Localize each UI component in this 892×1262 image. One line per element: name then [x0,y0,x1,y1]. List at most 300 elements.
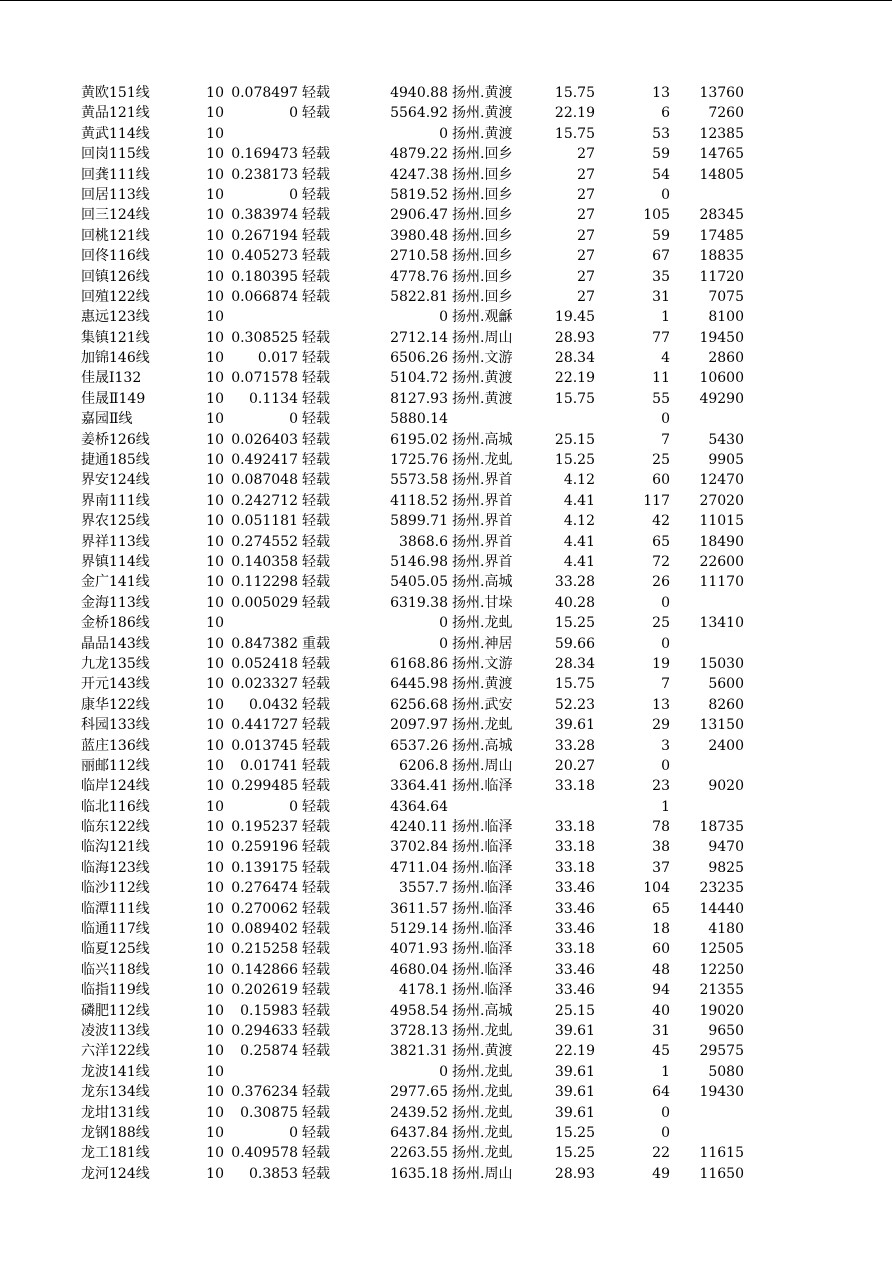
cell-location: 扬州.回乡 [452,248,513,265]
cell-line-name: 科园133线 [81,717,150,734]
cell-count: 0 [661,757,670,774]
cell-load-rate: 0.276474 [231,880,298,897]
cell-location: 扬州.临泽 [452,778,513,795]
cell-voltage: 10 [206,411,224,428]
cell-capacity: 0 [439,635,448,652]
cell-total: 15030 [699,655,744,672]
table-row [0,103,892,123]
cell-load-rate: 0 [289,798,298,815]
cell-line-name: 佳晟Ⅰ132 [81,370,142,387]
cell-line-name: 晶品143线 [81,635,150,652]
cell-capacity: 2263.55 [390,1145,448,1162]
cell-distance: 33.46 [554,921,595,938]
cell-load-status: 轻载 [302,1002,330,1019]
cell-load-rate: 0.051181 [231,513,298,530]
cell-voltage: 10 [206,1084,224,1101]
cell-voltage: 10 [206,85,224,101]
cell-location: 扬州.高城 [452,737,513,754]
table-row [0,817,892,837]
cell-location: 扬州.界首 [452,553,513,570]
cell-count: 59 [652,227,670,244]
cell-line-name: 界农125线 [81,513,150,530]
cell-location: 扬州.黄渡 [452,676,513,693]
cell-distance: 15.25 [554,615,595,632]
cell-voltage: 10 [206,227,224,244]
table-row [0,409,892,429]
cell-capacity: 4178.1 [399,982,448,999]
cell-distance: 33.46 [554,880,595,897]
cell-count: 60 [652,472,670,489]
cell-load-rate: 0.405273 [231,248,298,265]
cell-location: 扬州.甘垛 [452,594,513,611]
cell-count: 13 [652,85,670,101]
cell-load-rate: 0.112298 [231,574,298,591]
table-row [0,1082,892,1102]
cell-capacity: 5146.98 [390,553,448,570]
cell-count: 7 [661,431,670,448]
table-row [0,1143,892,1163]
cell-count: 3 [661,737,670,754]
cell-distance: 19.45 [554,309,595,326]
cell-load-status: 轻载 [302,1043,330,1060]
cell-location: 扬州.龙虬 [452,1124,513,1141]
cell-load-rate: 0.25874 [240,1043,298,1060]
cell-load-status: 轻载 [302,329,330,346]
table-row [0,328,892,348]
cell-count: 65 [652,533,670,550]
cell-line-name: 黄品121线 [81,105,150,122]
cell-capacity: 3702.84 [390,839,448,856]
cell-location: 扬州.黄渡 [452,390,513,407]
table-row [0,858,892,878]
cell-count: 40 [652,1002,670,1019]
cell-voltage: 10 [206,1165,224,1182]
cell-count: 31 [652,288,670,305]
cell-count: 48 [652,961,670,978]
cell-voltage: 10 [206,268,224,285]
cell-voltage: 10 [206,1124,224,1141]
cell-voltage: 10 [206,1145,224,1162]
cell-capacity: 3557.7 [399,880,448,897]
cell-location: 扬州.界首 [452,492,513,509]
cell-load-rate: 0.215258 [231,941,298,958]
cell-load-status: 轻载 [302,207,330,224]
cell-voltage: 10 [206,1022,224,1039]
cell-capacity: 4071.93 [390,941,448,958]
table-row [0,205,892,225]
cell-capacity: 5819.52 [390,186,448,203]
table-row [0,470,892,490]
cell-load-rate: 0.071578 [231,370,298,387]
cell-distance: 15.25 [554,452,595,469]
cell-voltage: 10 [206,757,224,774]
cell-total: 13150 [699,717,744,734]
cell-count: 67 [652,248,670,265]
cell-count: 26 [652,574,670,591]
cell-capacity: 4680.04 [390,961,448,978]
table-row [0,1123,892,1143]
cell-voltage: 10 [206,166,224,183]
cell-distance: 22.19 [554,370,595,387]
cell-capacity: 6168.86 [390,655,448,672]
cell-line-name: 临通117线 [81,921,150,938]
cell-distance: 40.28 [554,594,595,611]
cell-load-rate: 0 [289,411,298,428]
cell-line-name: 凌波113线 [81,1022,150,1039]
cell-line-name: 六洋122线 [81,1043,150,1060]
cell-total: 12250 [699,961,744,978]
cell-count: 60 [652,941,670,958]
cell-voltage: 10 [206,146,224,163]
cell-load-rate: 0.409578 [231,1145,298,1162]
cell-count: 78 [652,819,670,836]
cell-total: 5080 [708,1063,744,1080]
cell-capacity: 6195.02 [390,431,448,448]
cell-line-name: 回佟116线 [81,248,150,265]
cell-distance: 27 [577,288,595,305]
cell-load-rate: 0.169473 [231,146,298,163]
cell-count: 11 [652,370,670,387]
cell-total: 14765 [699,146,744,163]
table-row [0,736,892,756]
cell-location: 扬州.龙虬 [452,1145,513,1162]
cell-distance: 27 [577,227,595,244]
cell-voltage: 10 [206,615,224,632]
cell-load-rate: 0.052418 [231,655,298,672]
cell-distance: 4.41 [563,553,595,570]
cell-capacity: 4247.38 [390,166,448,183]
cell-load-rate: 0.15983 [240,1002,298,1019]
cell-total: 19430 [699,1084,744,1101]
cell-capacity: 4240.11 [390,819,448,836]
cell-total: 18835 [699,248,744,265]
cell-location: 扬州.龙虬 [452,1104,513,1121]
cell-load-rate: 0.259196 [231,839,298,856]
cell-location: 扬州.神居 [452,635,513,652]
cell-line-name: 回镇126线 [81,268,150,285]
cell-count: 23 [652,778,670,795]
cell-location: 扬州.临泽 [452,819,513,836]
cell-distance: 27 [577,207,595,224]
cell-load-status: 轻载 [302,696,330,713]
cell-voltage: 10 [206,390,224,407]
cell-distance: 27 [577,166,595,183]
cell-capacity: 5822.81 [390,288,448,305]
cell-load-rate: 0.026403 [231,431,298,448]
table-row [0,430,892,450]
cell-load-status: 重载 [302,635,330,652]
cell-total: 11720 [699,268,744,285]
cell-line-name: 开元143线 [81,676,150,693]
cell-load-status: 轻载 [302,248,330,265]
cell-capacity: 0 [439,309,448,326]
cell-load-status: 轻载 [302,839,330,856]
cell-load-status: 轻载 [302,1022,330,1039]
cell-load-rate: 0.299485 [231,778,298,795]
cell-voltage: 10 [206,900,224,917]
cell-distance: 25.15 [554,431,595,448]
cell-load-rate: 0.017 [257,350,298,367]
cell-count: 25 [652,615,670,632]
cell-location: 扬州.回乡 [452,288,513,305]
table-row [0,797,892,817]
cell-load-rate: 0.0432 [249,696,298,713]
cell-load-rate: 0.308525 [231,329,298,346]
cell-line-name: 界安124线 [81,472,150,489]
cell-line-name: 加锦146线 [81,350,150,367]
cell-count: 38 [652,839,670,856]
cell-capacity: 2439.52 [390,1104,448,1121]
cell-voltage: 10 [206,1063,224,1080]
cell-location: 扬州.龙虬 [452,1063,513,1080]
cell-distance: 33.28 [554,737,595,754]
cell-count: 0 [661,186,670,203]
cell-distance: 27 [577,146,595,163]
cell-load-rate: 0.087048 [231,472,298,489]
cell-total: 2860 [708,350,744,367]
cell-count: 6 [661,105,670,122]
cell-location: 扬州.回乡 [452,186,513,203]
cell-load-rate: 0.140358 [231,553,298,570]
cell-capacity: 4940.88 [390,85,448,101]
cell-location: 扬州.回乡 [452,207,513,224]
cell-load-rate: 0.3853 [249,1165,298,1182]
cell-load-status: 轻载 [302,533,330,550]
table-row [0,287,892,307]
cell-distance: 20.27 [554,757,595,774]
cell-line-name: 临夏125线 [81,941,150,958]
cell-capacity: 1725.76 [390,452,448,469]
cell-count: 0 [661,1104,670,1121]
cell-line-name: 金广141线 [81,574,150,591]
cell-load-status: 轻载 [302,1084,330,1101]
cell-count: 4 [661,350,670,367]
cell-total: 14805 [699,166,744,183]
cell-total: 23235 [699,880,744,897]
cell-load-status: 轻载 [302,961,330,978]
cell-distance: 4.41 [563,533,595,550]
cell-count: 104 [643,880,670,897]
cell-load-rate: 0.142866 [231,961,298,978]
cell-capacity: 0 [439,1063,448,1080]
cell-capacity: 3611.57 [390,900,448,917]
table-row [0,226,892,246]
cell-total: 11170 [699,574,744,591]
cell-load-rate: 0.005029 [231,594,298,611]
cell-load-status: 轻载 [302,1165,330,1182]
cell-line-name: 康华122线 [81,696,150,713]
cell-distance: 33.18 [554,778,595,795]
table-row [0,634,892,654]
table-row [0,491,892,511]
cell-count: 25 [652,452,670,469]
table-row [0,124,892,144]
cell-load-status: 轻载 [302,268,330,285]
cell-distance: 27 [577,248,595,265]
cell-count: 53 [652,125,670,142]
table-row [0,837,892,857]
cell-total: 21355 [699,982,744,999]
cell-load-status: 轻载 [302,186,330,203]
cell-location: 扬州.观龢 [452,309,513,326]
cell-load-status: 轻载 [302,431,330,448]
cell-load-rate: 0 [289,105,298,122]
cell-capacity: 4364.64 [390,798,448,815]
cell-voltage: 10 [206,105,224,122]
cell-location: 扬州.龙虬 [452,1084,513,1101]
cell-voltage: 10 [206,350,224,367]
table-row [0,572,892,592]
cell-load-status: 轻载 [302,288,330,305]
cell-location: 扬州.界首 [452,533,513,550]
cell-line-name: 界祥113线 [81,533,150,550]
cell-line-name: 临兴118线 [81,961,150,978]
cell-load-status: 轻载 [302,370,330,387]
cell-location: 扬州.龙虬 [452,452,513,469]
cell-load-rate: 0.023327 [231,676,298,693]
cell-location: 扬州.临泽 [452,880,513,897]
cell-voltage: 10 [206,370,224,387]
cell-load-status: 轻载 [302,880,330,897]
cell-capacity: 5564.92 [390,105,448,122]
cell-total: 29575 [699,1043,744,1060]
cell-location: 扬州.黄渡 [452,1043,513,1060]
cell-total: 13410 [699,615,744,632]
cell-location: 扬州.周山 [452,1165,513,1182]
cell-voltage: 10 [206,288,224,305]
cell-location: 扬州.临泽 [452,859,513,876]
cell-load-status: 轻载 [302,227,330,244]
cell-voltage: 10 [206,431,224,448]
cell-line-name: 临海123线 [81,859,150,876]
cell-load-rate: 0.383974 [231,207,298,224]
cell-count: 1 [661,309,670,326]
cell-voltage: 10 [206,839,224,856]
cell-load-rate: 0.270062 [231,900,298,917]
cell-line-name: 捷通185线 [81,452,150,469]
cell-line-name: 临指119线 [81,982,150,999]
table-row [0,368,892,388]
cell-load-status: 轻载 [302,452,330,469]
cell-voltage: 10 [206,798,224,815]
table-row [0,695,892,715]
table-row [0,144,892,164]
cell-line-name: 磷肥112线 [81,1002,150,1019]
table-row [0,1062,892,1082]
table-row [0,960,892,980]
cell-load-rate: 0.013745 [231,737,298,754]
table-row [0,1001,892,1021]
cell-distance: 15.25 [554,1145,595,1162]
cell-total: 9650 [708,1022,744,1039]
cell-load-status: 轻载 [302,1124,330,1141]
cell-load-rate: 0.847382 [231,635,298,652]
cell-line-name: 临潭111线 [81,900,150,917]
cell-load-status: 轻载 [302,1104,330,1121]
cell-count: 0 [661,1124,670,1141]
cell-voltage: 10 [206,737,224,754]
cell-location: 扬州.黄渡 [452,370,513,387]
cell-distance: 52.23 [554,696,595,713]
table-row [0,899,892,919]
cell-capacity: 0 [439,125,448,142]
cell-line-name: 龙工181线 [81,1145,150,1162]
cell-total: 19450 [699,329,744,346]
cell-voltage: 10 [206,880,224,897]
cell-load-rate: 0.492417 [231,452,298,469]
cell-line-name: 蓝庄136线 [81,737,150,754]
cell-load-status: 轻载 [302,941,330,958]
cell-line-name: 回岗115线 [81,146,150,163]
cell-load-status: 轻载 [302,982,330,999]
cell-line-name: 佳晟Ⅱ149 [81,390,146,407]
cell-location: 扬州.高城 [452,1002,513,1019]
cell-voltage: 10 [206,1002,224,1019]
cell-voltage: 10 [206,574,224,591]
cell-total: 12505 [699,941,744,958]
cell-voltage: 10 [206,1104,224,1121]
cell-location: 扬州.高城 [452,431,513,448]
cell-total: 9905 [708,452,744,469]
cell-capacity: 4778.76 [390,268,448,285]
cell-load-status: 轻载 [302,594,330,611]
cell-count: 1 [661,1063,670,1080]
cell-capacity: 6206.8 [399,757,448,774]
cell-load-rate: 0.30875 [240,1104,298,1121]
cell-total: 28345 [699,207,744,224]
cell-capacity: 5405.05 [390,574,448,591]
page-top-border [0,0,892,1]
cell-capacity: 0 [439,615,448,632]
cell-distance: 39.61 [554,717,595,734]
cell-distance: 59.66 [554,635,595,652]
cell-distance: 28.34 [554,350,595,367]
cell-voltage: 10 [206,778,224,795]
cell-count: 35 [652,268,670,285]
cell-voltage: 10 [206,819,224,836]
cell-voltage: 10 [206,472,224,489]
table-row [0,593,892,613]
cell-voltage: 10 [206,186,224,203]
cell-distance: 15.75 [554,125,595,142]
cell-voltage: 10 [206,961,224,978]
cell-capacity: 2712.14 [390,329,448,346]
cell-location: 扬州.龙虬 [452,1022,513,1039]
cell-distance: 15.25 [554,1124,595,1141]
cell-total: 19020 [699,1002,744,1019]
cell-load-status: 轻载 [302,798,330,815]
cell-line-name: 九龙135线 [81,655,150,672]
cell-line-name: 姜桥126线 [81,431,150,448]
cell-load-status: 轻载 [302,921,330,938]
cell-line-name: 临北116线 [81,798,150,815]
cell-capacity: 6437.84 [390,1124,448,1141]
cell-location: 扬州.回乡 [452,146,513,163]
cell-count: 37 [652,859,670,876]
cell-distance: 28.34 [554,655,595,672]
cell-load-rate: 0.1134 [249,390,298,407]
cell-line-name: 嘉园Ⅱ线 [81,411,133,428]
cell-location: 扬州.临泽 [452,839,513,856]
cell-total: 7260 [708,105,744,122]
cell-load-status: 轻载 [302,390,330,407]
cell-capacity: 6319.38 [390,594,448,611]
cell-count: 0 [661,411,670,428]
cell-capacity: 3868.6 [399,533,448,550]
spreadsheet-table [0,83,892,1184]
cell-capacity: 5129.14 [390,921,448,938]
cell-location: 扬州.临泽 [452,961,513,978]
